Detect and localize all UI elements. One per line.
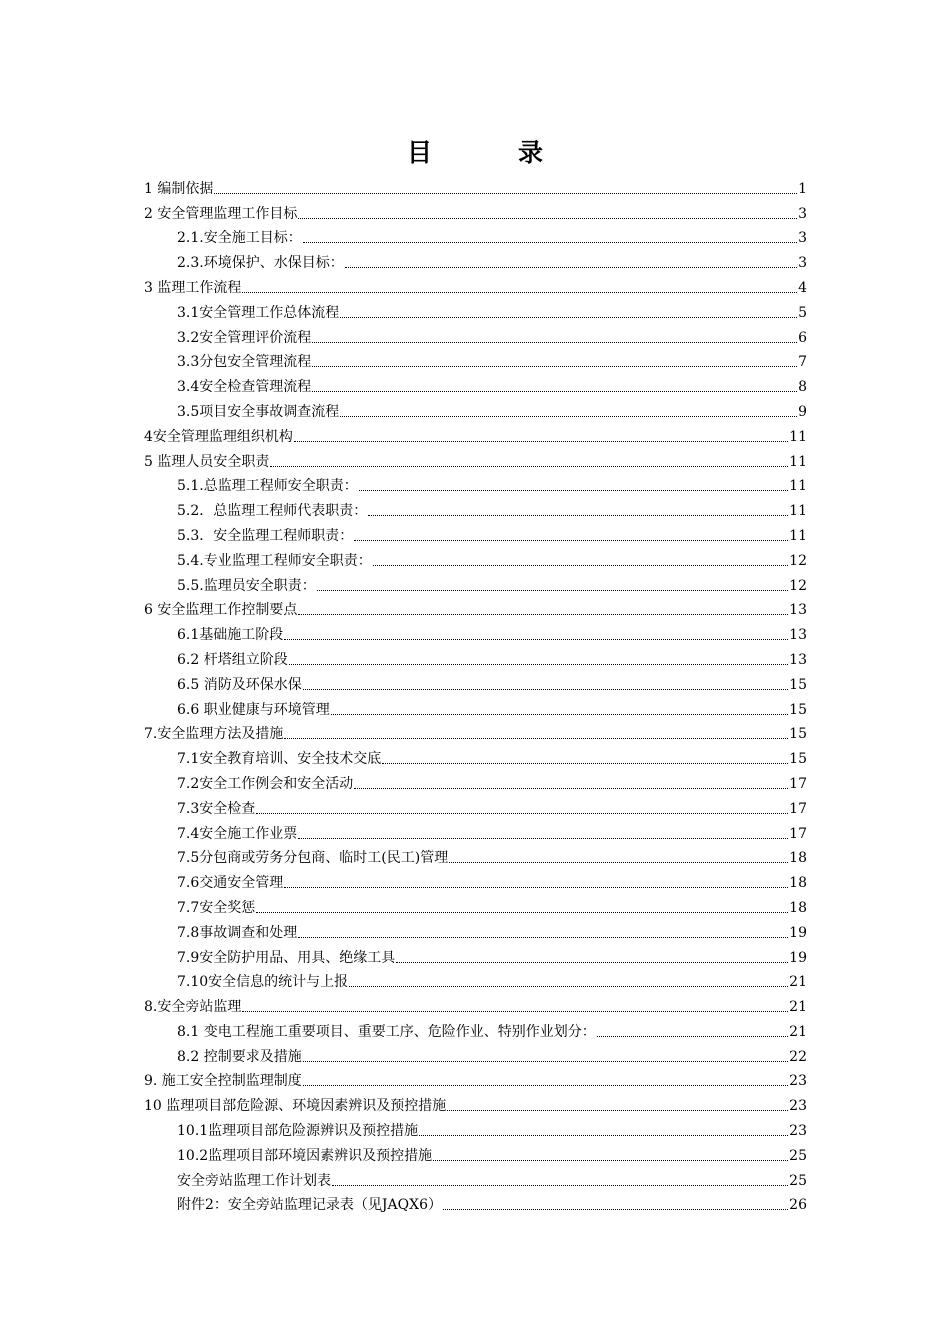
toc-entry-text: 3.4安全检查管理流程 — [177, 379, 312, 396]
toc-leader-dots — [354, 788, 788, 789]
toc-page-number: 3 — [798, 230, 807, 247]
toc-page-number: 13 — [789, 627, 807, 644]
toc-page-number: 19 — [789, 949, 807, 966]
toc-entry-text: 10.2监理项目部环境因素辨识及预控措施 — [177, 1147, 433, 1164]
toc-entry[interactable] — [144, 769, 807, 794]
toc-entry-text: 10.1监理项目部危险源辨识及预控措施 — [177, 1123, 419, 1140]
toc-leader-dots — [298, 218, 797, 219]
toc-entry[interactable] — [144, 372, 807, 397]
toc-leader-dots — [447, 1110, 788, 1111]
toc-entry[interactable] — [144, 968, 807, 993]
toc-entry-text: 8.1 变电工程施工重要项目、重要工序、危险作业、特别作业划分： — [177, 1023, 596, 1040]
toc-leader-dots — [433, 1160, 788, 1161]
toc-entry-text: 1 编制依据 — [144, 180, 214, 197]
toc-page-number: 17 — [789, 775, 807, 792]
toc-leader-dots — [256, 813, 788, 814]
toc-entry[interactable] — [144, 199, 807, 224]
toc-page-number: 11 — [789, 527, 807, 544]
toc-entry[interactable] — [144, 918, 807, 943]
toc-entry[interactable] — [144, 695, 807, 720]
title-char-2: 录 — [518, 138, 544, 167]
toc-entry[interactable] — [144, 744, 807, 769]
toc-page-number: 21 — [789, 1023, 807, 1040]
toc-entry[interactable] — [144, 992, 807, 1017]
toc-entry[interactable] — [144, 174, 807, 199]
toc-leader-dots — [449, 862, 788, 863]
toc-page-number: 11 — [789, 503, 807, 520]
toc-leader-dots — [345, 267, 797, 268]
toc-entry-text: 3.5项目安全事故调查流程 — [177, 403, 340, 420]
toc-page-number: 15 — [789, 751, 807, 768]
toc-entry[interactable] — [144, 298, 807, 323]
toc-entry[interactable] — [144, 248, 807, 273]
toc-entry-text: 附件2：安全旁站监理记录表（见JAQX6） — [177, 1197, 442, 1214]
toc-entry-text: 7.10安全信息的统计与上报 — [177, 974, 349, 991]
toc-page-number: 18 — [789, 850, 807, 867]
toc-page-number: 19 — [789, 924, 807, 941]
toc-title — [0, 133, 950, 169]
toc-entry-text: 6.1基础施工阶段 — [177, 627, 284, 644]
toc-entry-text: 7.4安全施工作业票 — [177, 825, 298, 842]
toc-entry-text: 2.3.环境保护、水保目标： — [177, 255, 344, 272]
toc-entry[interactable] — [144, 868, 807, 893]
toc-entry-text: 4安全管理监理组织机构 — [144, 428, 293, 445]
toc-entry[interactable] — [144, 844, 807, 869]
toc-entry-text: 10 监理项目部危险源、环境因素辨识及预控措施 — [144, 1098, 447, 1115]
toc-entry[interactable] — [144, 1141, 807, 1166]
toc-entry-text: 9. 施工安全控制监理制度 — [144, 1073, 302, 1090]
toc-entry[interactable] — [144, 1067, 807, 1092]
toc-entry[interactable] — [144, 645, 807, 670]
toc-leader-dots — [312, 366, 797, 367]
toc-leader-dots — [312, 391, 797, 392]
toc-entry[interactable] — [144, 422, 807, 447]
toc-leader-dots — [303, 689, 788, 690]
toc-leader-dots — [340, 317, 797, 318]
toc-leader-dots — [419, 1135, 788, 1136]
toc-leader-dots — [443, 1209, 788, 1210]
toc-entry[interactable] — [144, 447, 807, 472]
toc-entry[interactable] — [144, 397, 807, 422]
title-char-1: 目 — [406, 138, 432, 167]
toc-entry-text: 6 安全监理工作控制要点 — [144, 602, 298, 619]
toc-page-number: 8 — [798, 379, 807, 396]
toc-entry-text: 5 监理人员安全职责 — [144, 453, 270, 470]
toc-leader-dots — [373, 565, 788, 566]
toc-leader-dots — [317, 590, 788, 591]
toc-page-number: 23 — [789, 1123, 807, 1140]
toc-entry-text: 5.5.监理员安全职责： — [177, 577, 316, 594]
toc-entry-text: 7.1安全教育培训、安全技术交底 — [177, 751, 382, 768]
toc-entry[interactable] — [144, 571, 807, 596]
toc-page-number: 1 — [798, 180, 807, 197]
toc-entry-text: 5.3．安全监理工程师职责： — [177, 527, 354, 544]
toc-page-number: 12 — [789, 577, 807, 594]
toc-entry-text: 安全旁站监理工作计划表 — [177, 1172, 331, 1189]
toc-entry[interactable] — [144, 1042, 807, 1067]
toc-entry-text: 2.1.安全施工目标： — [177, 230, 302, 247]
toc-page-number: 17 — [789, 825, 807, 842]
toc-entry-text: 7.安全监理方法及措施 — [144, 726, 284, 743]
toc-entry-text: 6.2 杆塔组立阶段 — [177, 651, 288, 668]
toc-page-number: 11 — [789, 428, 807, 445]
toc-entry-text: 5.1.总监理工程师安全职责： — [177, 478, 358, 495]
toc-entry[interactable] — [144, 348, 807, 373]
toc-leader-dots — [270, 466, 788, 467]
toc-page-number: 12 — [789, 552, 807, 569]
toc-leader-dots — [284, 639, 788, 640]
toc-entry-text: 6.5 消防及环保水保 — [177, 676, 302, 693]
toc-leader-dots — [303, 1085, 788, 1086]
toc-leader-dots — [368, 515, 788, 516]
toc-page-number: 22 — [789, 1048, 807, 1065]
toc-leader-dots — [284, 738, 788, 739]
toc-entry[interactable] — [144, 596, 807, 621]
toc-entry-text: 6.6 职业健康与环境管理 — [177, 701, 330, 718]
toc-page-number: 3 — [798, 255, 807, 272]
toc-leader-dots — [312, 342, 797, 343]
toc-leader-dots — [354, 540, 788, 541]
toc-page-number: 26 — [789, 1197, 807, 1214]
toc-entry[interactable] — [144, 273, 807, 298]
toc-entry-text: 7.8事故调查和处理 — [177, 924, 298, 941]
toc-entry-text: 7.2安全工作例会和安全活动 — [177, 775, 354, 792]
toc-entry[interactable] — [144, 720, 807, 745]
toc-entry[interactable] — [144, 1017, 807, 1042]
toc-leader-dots — [396, 962, 788, 963]
toc-entry[interactable] — [144, 224, 807, 249]
toc-page-number: 13 — [789, 651, 807, 668]
toc-page-number: 11 — [789, 478, 807, 495]
toc-leader-dots — [303, 242, 797, 243]
toc-entry[interactable] — [144, 521, 807, 546]
toc-page-number: 9 — [798, 403, 807, 420]
toc-entry-text: 8.安全旁站监理 — [144, 999, 242, 1016]
toc-leader-dots — [349, 986, 788, 987]
toc-page-number: 18 — [789, 899, 807, 916]
toc-leader-dots — [298, 937, 788, 938]
toc-entry[interactable] — [144, 893, 807, 918]
toc-page-number: 25 — [789, 1147, 807, 1164]
toc-entry-text: 3 监理工作流程 — [144, 279, 242, 296]
toc-entry[interactable] — [144, 620, 807, 645]
toc-entry-text: 7.7安全奖惩 — [177, 899, 256, 916]
toc-page-number: 13 — [789, 602, 807, 619]
toc-leader-dots — [294, 441, 788, 442]
toc-entry[interactable] — [144, 323, 807, 348]
toc-page-number: 11 — [789, 453, 807, 470]
toc-entry[interactable] — [144, 496, 807, 521]
toc-entry[interactable] — [144, 1166, 807, 1191]
toc-entry-text: 2 安全管理监理工作目标 — [144, 205, 298, 222]
toc-entry[interactable] — [144, 943, 807, 968]
toc-leader-dots — [289, 664, 788, 665]
toc-entry-text: 7.9安全防护用品、用具、绝缘工具 — [177, 949, 396, 966]
toc-page-number: 15 — [789, 676, 807, 693]
toc-leader-dots — [359, 490, 788, 491]
toc-leader-dots — [298, 614, 788, 615]
toc-page-number: 25 — [789, 1172, 807, 1189]
table-of-contents — [144, 174, 807, 1215]
toc-entry-text: 5.2．总监理工程师代表职责： — [177, 503, 368, 520]
toc-entry[interactable] — [144, 472, 807, 497]
toc-page-number: 7 — [798, 354, 807, 371]
toc-entry-text: 8.2 控制要求及措施 — [177, 1048, 302, 1065]
toc-leader-dots — [242, 292, 797, 293]
toc-leader-dots — [340, 416, 797, 417]
toc-entry-text: 3.3分包安全管理流程 — [177, 354, 312, 371]
toc-entry[interactable] — [144, 1191, 807, 1216]
toc-page-number: 23 — [789, 1073, 807, 1090]
toc-leader-dots — [331, 714, 788, 715]
toc-page-number: 5 — [798, 304, 807, 321]
toc-entry[interactable] — [144, 819, 807, 844]
toc-page-number: 23 — [789, 1098, 807, 1115]
toc-leader-dots — [332, 1185, 788, 1186]
toc-leader-dots — [597, 1036, 788, 1037]
toc-page-number: 21 — [789, 999, 807, 1016]
toc-page-number: 15 — [789, 726, 807, 743]
toc-page-number: 6 — [798, 329, 807, 346]
toc-entry-text: 7.5分包商或劳务分包商、临时工(民工)管理 — [177, 850, 449, 867]
toc-entry[interactable] — [144, 1091, 807, 1116]
toc-leader-dots — [303, 1061, 788, 1062]
toc-entry[interactable] — [144, 546, 807, 571]
toc-entry-text: 7.6交通安全管理 — [177, 875, 284, 892]
toc-entry-text: 5.4.专业监理工程师安全职责： — [177, 552, 372, 569]
toc-leader-dots — [214, 193, 797, 194]
toc-leader-dots — [256, 912, 788, 913]
toc-entry[interactable] — [144, 670, 807, 695]
toc-entry-text: 7.3安全检查 — [177, 800, 256, 817]
toc-leader-dots — [382, 763, 788, 764]
toc-entry-text: 3.1安全管理工作总体流程 — [177, 304, 340, 321]
toc-leader-dots — [298, 838, 788, 839]
toc-entry-text: 3.2安全管理评价流程 — [177, 329, 312, 346]
toc-leader-dots — [242, 1011, 788, 1012]
toc-page-number: 18 — [789, 875, 807, 892]
toc-page-number: 15 — [789, 701, 807, 718]
toc-entry[interactable] — [144, 794, 807, 819]
toc-page-number: 3 — [798, 205, 807, 222]
toc-leader-dots — [284, 887, 788, 888]
toc-page-number: 21 — [789, 974, 807, 991]
toc-page-number: 4 — [798, 279, 807, 296]
toc-page-number: 17 — [789, 800, 807, 817]
toc-entry[interactable] — [144, 1116, 807, 1141]
